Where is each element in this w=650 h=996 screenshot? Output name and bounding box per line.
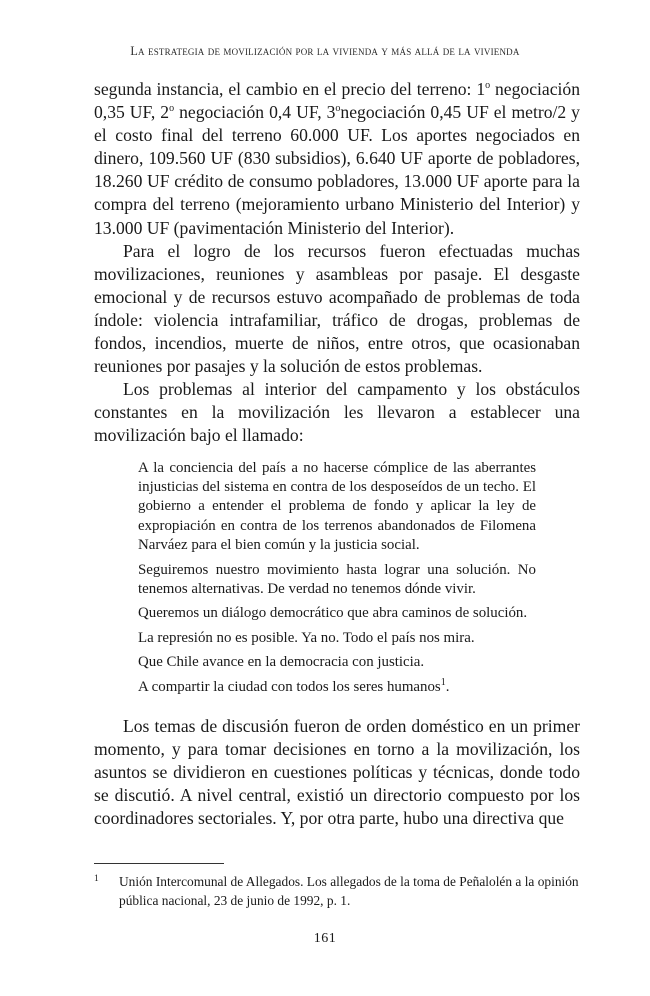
quote-paragraph-6 xyxy=(138,678,536,697)
quote-paragraph-1: A la conciencia del país a no hacerse cómplice de las aberrantes injusticias del sistema en contra de los desposeídos de un techo. El gobierno a entender el problema de fondo y aplicar la ley de expropiación en contra de los terrenos abandonados de Filomena Narváez para el bien común y la justicia social. xyxy=(138,459,536,554)
paragraph-2: Para el logro de los recursos fueron efectuadas muchas movilizaciones, reuniones y asambleas por pasaje. El desgaste emocional y de recursos estuvo acompañado de problemas de toda índole: violencia intrafamiliar, tráfico de drogas, problemas de fondos, incendios, muerte de niños, entre otros, que ocasionaban reuniones por pasajes y la solución de estos problemas. xyxy=(94,240,580,377)
quote-paragraph-2: Seguiremos nuestro movimiento hasta lograr una solución. No tenemos alternativas. De verdad no tenemos dónde vivir. xyxy=(138,561,536,597)
paragraph-1 xyxy=(94,78,580,240)
block-quote xyxy=(138,459,536,697)
quote-paragraph-6-end: . xyxy=(445,678,450,695)
footnote-number: 1 xyxy=(94,874,99,884)
quote-paragraph-4: La represión no es posible. Ya no. Todo el país nos mira. xyxy=(138,629,475,646)
paragraph-3: Los problemas al interior del campamento y los obstáculos constantes en la movilización les llevaron a establecer una movilización bajo el llamado: xyxy=(94,379,580,446)
footnote xyxy=(94,873,580,910)
running-head: La estrategia de movilización por la vivienda y más allá de la vivienda xyxy=(130,44,520,58)
ordinal-mark: o xyxy=(485,80,491,92)
ordinal-mark: o xyxy=(169,103,175,115)
paragraph-1-text-a: segunda instancia, el cambio en el precio del terreno: 1 xyxy=(94,79,486,99)
ordinal-mark: o xyxy=(335,103,341,115)
paragraph-1-text-c: negociación 0,4 UF, 3 xyxy=(174,102,336,123)
footnote-reference: 1 xyxy=(440,676,446,688)
quote-paragraph-6-text: A compartir la ciudad con todos los seres humanos xyxy=(138,678,441,695)
footnote-divider xyxy=(94,863,224,864)
page-number: 161 xyxy=(313,931,337,946)
paragraph-4: Los temas de discusión fueron de orden doméstico en un primer momento, y para tomar decisiones en torno a la movilización, los asuntos se dividieron en cuestiones políticas y técnicas, donde todo se discutió. A nivel central, existió un directorio compuesto por los coordinadores sectoriales. Y, por otra parte, hubo una directiva que xyxy=(94,715,580,829)
footnote-text: Unión Intercomunal de Allegados. Los allegados de la toma de Peñalolén a la opinión pública nacional, 23 de junio de 1992, p. 1. xyxy=(119,874,579,908)
quote-paragraph-3: Queremos un diálogo democrático que abra caminos de solución. xyxy=(138,605,528,622)
main-text xyxy=(94,78,580,830)
quote-paragraph-5: Que Chile avance en la democracia con justicia. xyxy=(138,654,425,671)
paragraph-1-text-d: negociación 0,45 UF el metro/2 y el costo final del terreno 60.000 UF. Los aportes negociados en dinero, 109.560 UF (830 subsidios), 6.640 UF aporte de pobladores, 18.260 UF crédito de consumo pobladores, 13.000 UF aporte para la compra del terreno (mejoramiento urbano Ministerio del Interior) y 13.000 UF (pavimentación Ministerio del Interior). xyxy=(94,102,580,238)
paragraph-1-text-b: negociación 0,35 UF, 2 xyxy=(94,79,580,123)
